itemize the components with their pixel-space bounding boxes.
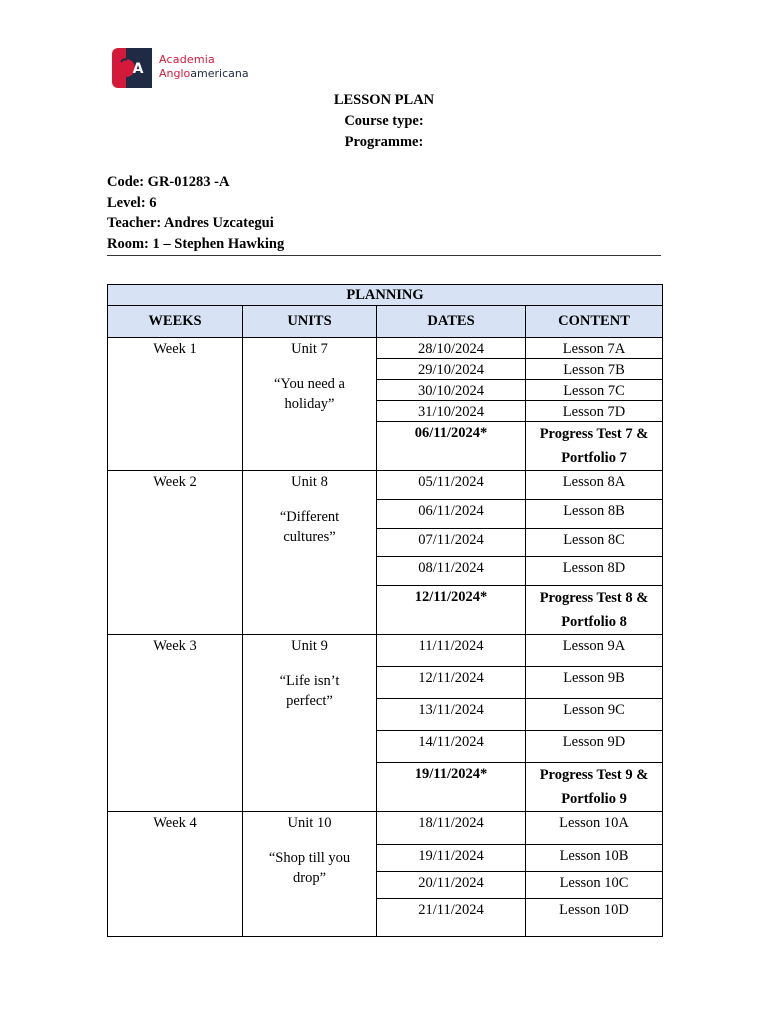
content-value: Lesson 8B	[563, 503, 625, 519]
date-cell	[377, 899, 526, 937]
table-row	[108, 812, 663, 845]
code-line: Code: GR-01283 -A	[107, 174, 230, 190]
date-cell	[377, 557, 526, 586]
logo-mark-icon	[112, 48, 152, 88]
content-value: Progress Test 7 & Portfolio 7	[539, 426, 649, 466]
content-cell	[526, 872, 663, 899]
date-value: 29/10/2024	[417, 362, 485, 378]
unit-label: Unit 9	[291, 638, 328, 654]
unit-title: “Shop till you drop”	[268, 850, 351, 886]
table-row	[108, 635, 663, 667]
date-value: 06/11/2024	[418, 503, 484, 519]
content-cell	[526, 845, 663, 872]
content-value: Lesson 8C	[563, 532, 625, 548]
content-value: Lesson 7C	[563, 383, 625, 399]
date-value: 19/11/2024*	[414, 766, 488, 782]
content-value: Lesson 9D	[562, 734, 626, 750]
column-header-dates: DATES	[377, 306, 526, 338]
date-cell	[377, 401, 526, 422]
content-value: Lesson 7B	[563, 362, 625, 378]
content-cell	[526, 635, 663, 667]
content-value: Lesson 10A	[559, 815, 629, 831]
table-row	[108, 471, 663, 500]
content-cell	[526, 557, 663, 586]
content-cell	[526, 500, 663, 529]
content-value: Lesson 9B	[563, 670, 625, 686]
unit-cell	[243, 635, 377, 812]
date-cell	[377, 872, 526, 899]
date-cell	[377, 471, 526, 500]
date-value: 11/11/2024	[418, 638, 484, 654]
content-cell	[526, 401, 663, 422]
content-cell	[526, 667, 663, 699]
planning-title: PLANNING	[108, 285, 663, 306]
course-type: Course type:	[344, 113, 424, 129]
teacher-line: Teacher: Andres Uzcategui	[107, 215, 274, 231]
date-value: 12/11/2024	[418, 670, 484, 686]
content-value: Lesson 9A	[562, 638, 626, 654]
week-cell	[108, 812, 243, 937]
content-value: Lesson 9C	[563, 702, 625, 718]
date-cell	[377, 586, 526, 635]
level-line: Level: 6	[107, 195, 157, 211]
logo-line2-anglo: Anglo	[159, 67, 191, 80]
date-cell	[377, 529, 526, 557]
date-value: 18/11/2024	[418, 815, 484, 831]
date-cell	[377, 699, 526, 731]
date-cell	[377, 500, 526, 529]
date-value: 07/11/2024	[418, 532, 484, 548]
content-value: Progress Test 9 & Portfolio 9	[539, 767, 649, 807]
date-value: 14/11/2024	[418, 734, 484, 750]
date-value: 28/10/2024	[417, 341, 485, 357]
column-header-content: CONTENT	[526, 306, 663, 338]
unit-title: “Different cultures”	[279, 509, 340, 545]
week-label: Week 3	[153, 638, 197, 654]
content-cell	[526, 380, 663, 401]
logo-line2-americana: americana	[190, 67, 249, 80]
unit-label: Unit 7	[291, 341, 328, 357]
content-value: Lesson 8A	[562, 474, 626, 490]
date-value: 19/11/2024	[418, 848, 484, 864]
content-cell	[526, 731, 663, 763]
content-cell	[526, 763, 663, 812]
header-divider	[107, 255, 661, 256]
logo-line1: Academia	[159, 53, 215, 66]
unit-cell	[243, 812, 377, 937]
date-value: 08/11/2024	[418, 560, 484, 576]
programme: Programme:	[344, 134, 424, 150]
content-cell	[526, 422, 663, 471]
content-value: Lesson 10B	[559, 848, 629, 864]
unit-cell	[243, 338, 377, 471]
logo-line2	[159, 67, 249, 80]
content-cell	[526, 699, 663, 731]
planning-table	[107, 284, 663, 937]
content-value: Progress Test 8 & Portfolio 8	[539, 590, 649, 630]
content-cell	[526, 471, 663, 500]
unit-label: Unit 8	[291, 474, 328, 490]
date-value: 13/11/2024	[418, 702, 484, 718]
week-label: Week 4	[153, 815, 197, 831]
date-cell	[377, 731, 526, 763]
unit-title: “You need a holiday”	[273, 376, 345, 412]
date-cell	[377, 845, 526, 872]
unit-title: “Life isn’t perfect”	[279, 673, 340, 709]
content-cell	[526, 586, 663, 635]
date-cell	[377, 635, 526, 667]
date-cell	[377, 763, 526, 812]
date-cell	[377, 338, 526, 359]
doc-title: LESSON PLAN	[333, 92, 435, 108]
date-value: 30/10/2024	[417, 383, 485, 399]
week-cell	[108, 471, 243, 635]
week-cell	[108, 338, 243, 471]
week-label: Week 2	[153, 474, 197, 490]
content-value: Lesson 7D	[562, 404, 626, 420]
date-cell	[377, 422, 526, 471]
date-value: 31/10/2024	[417, 404, 485, 420]
table-row	[108, 338, 663, 359]
column-header-units: UNITS	[243, 306, 377, 338]
column-header-weeks: WEEKS	[108, 306, 243, 338]
date-cell	[377, 667, 526, 699]
content-value: Lesson 10C	[559, 875, 629, 891]
unit-cell	[243, 471, 377, 635]
date-value: 20/11/2024	[418, 875, 484, 891]
content-cell	[526, 899, 663, 937]
content-value: Lesson 10D	[559, 902, 629, 918]
content-cell	[526, 338, 663, 359]
unit-label: Unit 10	[287, 815, 332, 831]
date-cell	[377, 359, 526, 380]
date-value: 06/11/2024*	[414, 425, 488, 441]
logo-mark-letter: A	[132, 61, 144, 77]
date-cell	[377, 812, 526, 845]
room-line: Room: 1 – Stephen Hawking	[107, 236, 285, 252]
date-value: 12/11/2024*	[414, 589, 488, 605]
content-cell	[526, 359, 663, 380]
content-value: Lesson 7A	[562, 341, 626, 357]
week-cell	[108, 635, 243, 812]
date-value: 21/11/2024	[418, 902, 484, 918]
date-cell	[377, 380, 526, 401]
content-cell	[526, 529, 663, 557]
week-label: Week 1	[153, 341, 197, 357]
academia-logo	[112, 48, 252, 90]
content-cell	[526, 812, 663, 845]
date-value: 05/11/2024	[418, 474, 484, 490]
content-value: Lesson 8D	[562, 560, 626, 576]
